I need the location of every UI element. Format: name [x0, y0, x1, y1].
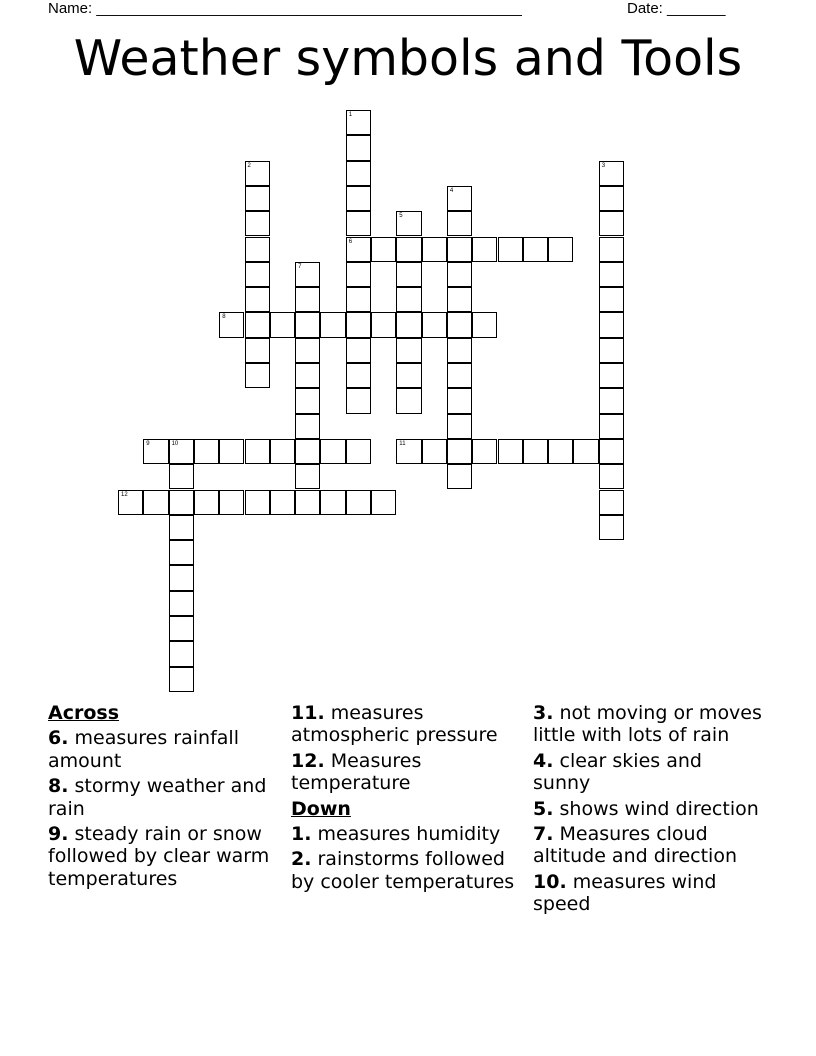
grid-cell[interactable]	[295, 464, 320, 489]
clue-column-1	[48, 702, 278, 893]
grid-cell[interactable]	[396, 439, 421, 464]
grid-cell[interactable]	[599, 161, 624, 186]
grid-cell[interactable]	[472, 237, 497, 262]
grid-cell[interactable]	[169, 540, 194, 565]
grid-cell[interactable]	[219, 490, 244, 515]
grid-cell[interactable]	[320, 490, 345, 515]
grid-cell[interactable]	[270, 312, 295, 337]
grid-cell[interactable]	[245, 363, 270, 388]
grid-cell[interactable]	[599, 490, 624, 515]
down-heading: Down	[291, 797, 351, 820]
grid-cell[interactable]	[245, 186, 270, 211]
grid-cell[interactable]	[599, 338, 624, 363]
grid-cell[interactable]	[295, 262, 320, 287]
clue-number-label: 8	[222, 314, 226, 321]
grid-cell[interactable]	[295, 490, 320, 515]
grid-cell[interactable]	[371, 237, 396, 262]
grid-cell[interactable]	[346, 135, 371, 160]
grid-cell[interactable]	[320, 312, 345, 337]
grid-cell[interactable]	[295, 287, 320, 312]
grid-cell[interactable]	[396, 237, 421, 262]
grid-cell[interactable]	[447, 186, 472, 211]
grid-cell[interactable]	[346, 363, 371, 388]
clue-across-8: 8. stormy weather and rain	[48, 775, 267, 820]
grid-cell[interactable]	[599, 312, 624, 337]
grid-cell[interactable]	[523, 237, 548, 262]
grid-cell[interactable]	[295, 439, 320, 464]
grid-cell[interactable]	[346, 338, 371, 363]
clue-across-9: 9. steady rain or snow followed by clear warm temperatures	[48, 823, 270, 890]
grid-cell[interactable]	[447, 262, 472, 287]
grid-cell[interactable]	[599, 211, 624, 236]
grid-cell[interactable]	[346, 237, 371, 262]
grid-cell[interactable]	[599, 363, 624, 388]
grid-cell[interactable]	[523, 439, 548, 464]
grid-cell[interactable]	[245, 439, 270, 464]
grid-cell[interactable]	[548, 237, 573, 262]
grid-cell[interactable]	[447, 388, 472, 413]
clue-number-label: 7	[298, 263, 302, 270]
grid-cell[interactable]	[371, 312, 396, 337]
clue-number-label: 3	[601, 162, 606, 169]
grid-cell[interactable]	[599, 414, 624, 439]
grid-cell[interactable]	[245, 312, 270, 337]
grid-cell[interactable]	[447, 237, 472, 262]
grid-cell[interactable]	[245, 490, 270, 515]
grid-cell[interactable]	[295, 312, 320, 337]
grid-cell[interactable]	[422, 237, 447, 262]
grid-cell[interactable]	[422, 439, 447, 464]
grid-cell[interactable]	[447, 363, 472, 388]
grid-cell[interactable]	[498, 237, 523, 262]
grid-cell[interactable]	[371, 490, 396, 515]
grid-cell[interactable]	[320, 439, 345, 464]
page-title: Weather symbols and Tools	[73, 30, 743, 87]
clue-number-label: 12	[121, 491, 128, 498]
grid-cell[interactable]	[472, 312, 497, 337]
clue-number-label: 10	[171, 440, 179, 447]
clue-number-label: 5	[399, 213, 403, 220]
grid-cell[interactable]	[447, 439, 472, 464]
grid-cell[interactable]	[396, 363, 421, 388]
clue-down-2: 2. rainstorms followed by cooler temperatures	[291, 848, 515, 893]
grid-cell[interactable]	[447, 287, 472, 312]
clue-number-label: 9	[146, 440, 150, 447]
grid-cell[interactable]	[245, 161, 270, 186]
grid-cell[interactable]	[447, 414, 472, 439]
name-line: Name: ___________________________________________________	[48, 0, 522, 17]
clue-down-3: 3. not moving or moves little with lots of rain	[533, 702, 762, 747]
grid-cell[interactable]	[472, 439, 497, 464]
grid-cell[interactable]	[245, 262, 270, 287]
clue-column-3	[533, 702, 763, 919]
grid-cell[interactable]	[270, 490, 295, 515]
grid-cell[interactable]	[396, 211, 421, 236]
grid-cell[interactable]	[245, 237, 270, 262]
grid-cell[interactable]	[346, 490, 371, 515]
clue-number-label: 4	[449, 187, 454, 194]
grid-cell[interactable]	[422, 312, 447, 337]
clue-number-label: 11	[399, 440, 406, 447]
grid-cell[interactable]	[498, 439, 523, 464]
grid-cell[interactable]	[599, 515, 624, 540]
clue-across-6: 6. measures rainfall amount	[48, 727, 239, 772]
clue-across-12: 12. Measures temperature	[291, 749, 422, 795]
clue-down-7: 7. Measures cloud altitude and direction	[533, 823, 737, 868]
grid-cell[interactable]	[346, 439, 371, 464]
grid-cell[interactable]	[346, 312, 371, 337]
grid-cell[interactable]	[194, 439, 219, 464]
grid-cell[interactable]	[396, 388, 421, 413]
grid-cell[interactable]	[548, 439, 573, 464]
grid-cell[interactable]	[447, 211, 472, 236]
grid-cell[interactable]	[169, 565, 194, 590]
grid-cell[interactable]	[169, 439, 194, 464]
grid-cell[interactable]	[169, 641, 194, 666]
grid-cell[interactable]	[599, 237, 624, 262]
grid-cell[interactable]	[599, 388, 624, 413]
clue-number-label: 2	[247, 162, 251, 169]
grid-cell[interactable]	[447, 464, 472, 489]
grid-cell[interactable]	[346, 287, 371, 312]
grid-cell[interactable]	[599, 186, 624, 211]
grid-cell[interactable]	[599, 262, 624, 287]
grid-cell[interactable]	[599, 439, 624, 464]
grid-cell[interactable]	[295, 414, 320, 439]
grid-cell[interactable]	[346, 262, 371, 287]
grid-cell[interactable]	[118, 490, 143, 515]
clue-down-4: 4. clear skies and sunny	[533, 749, 702, 795]
grid-cell[interactable]	[143, 490, 168, 515]
grid-cell[interactable]	[219, 439, 244, 464]
date-line: Date: _______	[627, 0, 726, 17]
grid-cell[interactable]	[245, 287, 270, 312]
grid-cell[interactable]	[169, 490, 194, 515]
grid-cell[interactable]	[346, 211, 371, 236]
grid-cell[interactable]	[295, 388, 320, 413]
clue-down-1: 1. measures humidity	[291, 823, 501, 846]
grid-cell[interactable]	[447, 312, 472, 337]
grid-cell[interactable]	[346, 388, 371, 413]
clue-number-label: 6	[348, 238, 353, 245]
grid-cell[interactable]	[295, 338, 320, 363]
grid-cell[interactable]	[346, 186, 371, 211]
grid-cell[interactable]	[346, 110, 371, 135]
grid-cell[interactable]	[219, 312, 244, 337]
grid-cell[interactable]	[194, 490, 219, 515]
clue-down-10: 10. measures wind speed	[533, 870, 717, 916]
grid-cell[interactable]	[169, 667, 194, 692]
grid-cell[interactable]	[169, 464, 194, 489]
grid-cell[interactable]	[396, 312, 421, 337]
grid-cell[interactable]	[346, 161, 371, 186]
grid-cell[interactable]	[447, 338, 472, 363]
grid-cell[interactable]	[169, 515, 194, 540]
grid-cell[interactable]	[396, 338, 421, 363]
grid-cell[interactable]	[295, 363, 320, 388]
clue-down-5: 5. shows wind direction	[533, 797, 759, 820]
grid-cell[interactable]	[169, 591, 194, 616]
grid-cell[interactable]	[599, 464, 624, 489]
grid-cell[interactable]	[169, 616, 194, 641]
grid-cell[interactable]	[396, 262, 421, 287]
grid-cell[interactable]	[396, 287, 421, 312]
grid-cell[interactable]	[245, 211, 270, 236]
clue-number-label: 1	[348, 112, 353, 118]
grid-cell[interactable]	[573, 439, 598, 464]
grid-cell[interactable]	[245, 338, 270, 363]
grid-cell[interactable]	[143, 439, 168, 464]
grid-cell[interactable]	[599, 287, 624, 312]
across-heading: Across	[48, 702, 120, 724]
clue-across-11: 11. measures atmospheric pressure	[291, 702, 498, 747]
clue-column-2	[291, 702, 516, 896]
grid-cell[interactable]	[270, 439, 295, 464]
